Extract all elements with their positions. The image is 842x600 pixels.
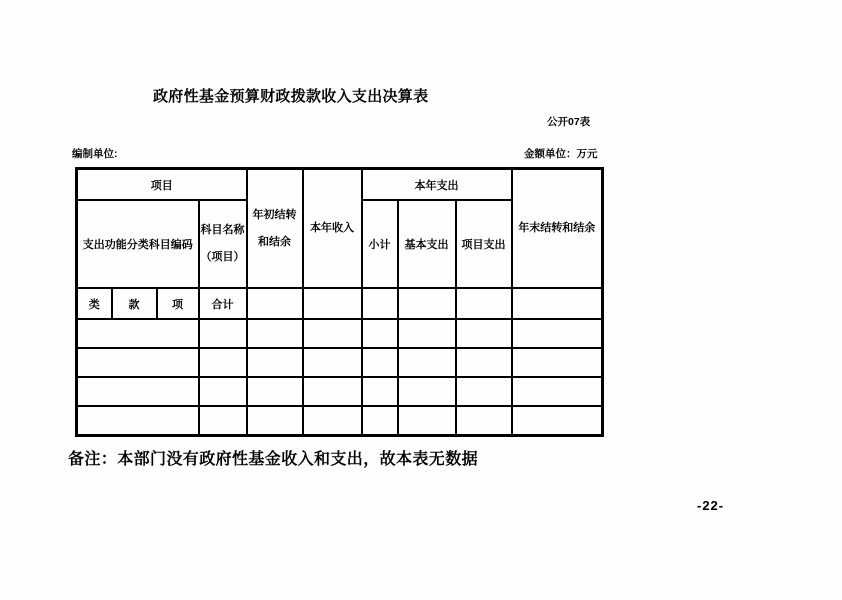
cell-subject-name (199, 319, 247, 348)
cell-begin-balance (247, 377, 303, 406)
header-empty-cell (398, 288, 456, 319)
header-empty-cell (247, 288, 303, 319)
fund-budget-table (75, 167, 604, 437)
page-title: 政府性基金预算财政拨款收入支出决算表 (153, 88, 429, 105)
cell-project-expense (456, 348, 512, 377)
cell-code (77, 319, 199, 348)
note-text: 备注：本部门没有政府性基金收入和支出，故本表无数据 (68, 451, 479, 468)
header-row-codes (77, 288, 603, 319)
header-project-expense: 项目支出 (456, 200, 512, 288)
cell-code (77, 377, 199, 406)
table-row (77, 377, 603, 406)
cell-end-balance (512, 319, 603, 348)
amount-unit-label: 金额单位：万元 (524, 148, 598, 160)
cell-begin-balance (247, 406, 303, 436)
header-begin-year-balance: 年初结转和结余 (247, 169, 303, 289)
cell-end-balance (512, 348, 603, 377)
cell-subtotal (362, 348, 398, 377)
table-row (77, 406, 603, 436)
cell-project-expense (456, 377, 512, 406)
table-code-label: 公开07表 (547, 116, 591, 128)
header-expense-group: 本年支出 (362, 169, 512, 201)
cell-income (303, 348, 362, 377)
cell-subject-name (199, 377, 247, 406)
cell-code (77, 348, 199, 377)
cell-subtotal (362, 319, 398, 348)
cell-basic-expense (398, 377, 456, 406)
cell-subject-name (199, 348, 247, 377)
header-empty-cell (512, 288, 603, 319)
cell-project-expense (456, 406, 512, 436)
header-empty-cell (456, 288, 512, 319)
table-row (77, 319, 603, 348)
header-subtotal: 小计 (362, 200, 398, 288)
header-code-section: 款 (112, 288, 157, 319)
header-empty-cell (303, 288, 362, 319)
header-row-groups (77, 169, 603, 201)
cell-basic-expense (398, 319, 456, 348)
cell-end-balance (512, 406, 603, 436)
cell-end-balance (512, 377, 603, 406)
header-code-item: 项 (157, 288, 199, 319)
cell-subtotal (362, 377, 398, 406)
prepared-by-label: 编制单位: (72, 148, 118, 160)
header-item-group: 项目 (77, 169, 247, 201)
header-basic-expense: 基本支出 (398, 200, 456, 288)
cell-basic-expense (398, 406, 456, 436)
cell-begin-balance (247, 319, 303, 348)
cell-basic-expense (398, 348, 456, 377)
header-function-code: 支出功能分类科目编码 (77, 200, 199, 288)
header-end-year-balance: 年末结转和结余 (512, 169, 603, 289)
cell-begin-balance (247, 348, 303, 377)
header-code-class: 类 (77, 288, 112, 319)
table-row (77, 348, 603, 377)
cell-income (303, 319, 362, 348)
cell-income (303, 406, 362, 436)
header-empty-cell (362, 288, 398, 319)
header-total-label: 合计 (199, 288, 247, 319)
cell-code (77, 406, 199, 436)
cell-income (303, 377, 362, 406)
header-subject-name: 科目名称（项目） (199, 200, 247, 288)
cell-subtotal (362, 406, 398, 436)
header-current-year-income: 本年收入 (303, 169, 362, 289)
cell-project-expense (456, 319, 512, 348)
page-number: -22- (697, 498, 725, 513)
cell-subject-name (199, 406, 247, 436)
